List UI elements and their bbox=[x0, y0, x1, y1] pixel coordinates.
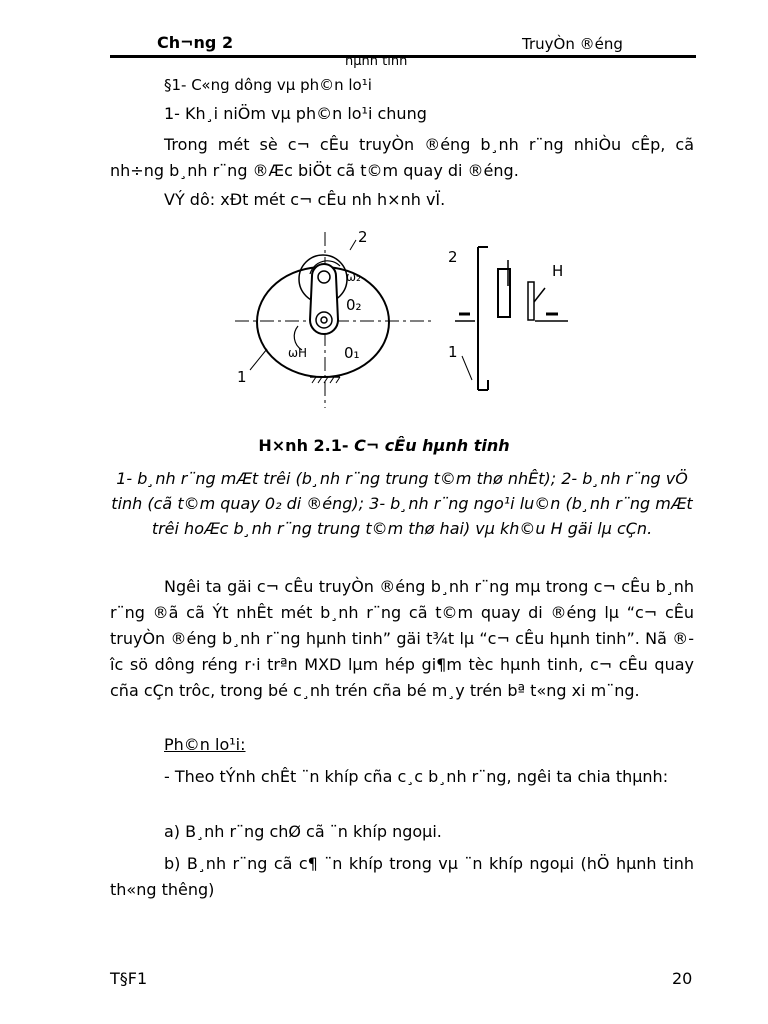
planetary-front-view bbox=[235, 232, 435, 408]
o1-label: 0₁ bbox=[344, 344, 360, 362]
paragraph-example: VÝ dô: xÐt mét c¬ cÊu nh h×nh vÏ. bbox=[164, 190, 446, 209]
list-item-a: a) B¸nh r¨ng chØ cã ¨n khíp ngoµi. bbox=[164, 822, 442, 841]
subsection-heading: 1- Kh¸i niÖm vµ ph©n lo¹i chung bbox=[164, 104, 427, 123]
paragraph-definition: Ngêi ta gäi c¬ cÊu truyÒn ®éng b¸nh r¨ng mµ trong c¬ cÊu b¸nh r¨ng ®ã cã Ýt nhÊt mét b¸nh r¨ng cã t©m quay di ®éng lµ “c¬ cÊu truyÒn ®éng b¸nh r¨ng hµnh tinh” gäi t¾t lµ “c¬ cÊu hµnh tinh”. Nã ®îc sö dông réng r·i trªn MXD lµm hép gi¶m tèc hµnh tinh, c¬ cÊu quay cña cÇn trôc, trong bé c¸nh trén cña bé m¸y trén bª t«ng xi m¨ng. bbox=[110, 577, 694, 700]
side-gear2-label: 2 bbox=[448, 248, 458, 266]
header-title-continued: hµnh tinh bbox=[345, 54, 408, 69]
classification-heading-text: Ph©n lo¹i: bbox=[164, 735, 246, 754]
gear1-label: 1 bbox=[237, 368, 247, 386]
list-item-b: b) B¸nh r¨ng cã c¶ ¨n khíp trong vµ ¨n khíp ngoµi (hÖ hµnh tinh th«ng thêng) bbox=[110, 854, 694, 899]
caption-italic: C¬ cÊu hµnh tinh bbox=[354, 436, 510, 455]
gear2-label: 2 bbox=[358, 228, 368, 246]
side-gear1-label: 1 bbox=[448, 343, 458, 361]
omegaH-label: ωH bbox=[288, 346, 308, 360]
figure-caption-title bbox=[0, 436, 768, 455]
page-number: 20 bbox=[672, 969, 693, 988]
chapter-label: Ch¬ng 2 bbox=[157, 33, 234, 52]
section-heading: §1- C«ng dông vµ ph©n lo¹i bbox=[164, 76, 372, 94]
footer-left: T§F1 bbox=[110, 969, 148, 988]
omega2-label: ω₂ bbox=[346, 270, 361, 284]
carrier-h-label: H bbox=[552, 262, 564, 280]
paragraph-classification: - Theo tÝnh chÊt ¨n khíp cña c¸c b¸nh r¨ng, ngêi ta chia thµnh: bbox=[164, 767, 669, 786]
figure-caption-body: 1- b¸nh r¨ng mÆt trêi (b¸nh r¨ng trung t©m thø nhÊt); 2- b¸nh r¨ng vÖ tinh (cã t©m quay 0₂ di ®éng); 3- b¸nh r¨ng ngo¹i lu©n (b¸nh r¨ng mÆt trêi hoÆc b¸nh r¨ng trung t©m thø hai) vµ kh©u H gäi lµ cÇn. bbox=[111, 469, 693, 538]
o2-label: 0₂ bbox=[346, 296, 362, 314]
planetary-gear-figure bbox=[230, 222, 580, 412]
caption-prefix: H×nh 2.1- bbox=[258, 436, 355, 455]
classification-heading bbox=[164, 735, 246, 754]
paragraph-intro: Trong mét sè c¬ cÊu truyÒn ®éng b¸nh r¨ng nhiÒu cÊp, cã nh÷ng b¸nh r¨ng ®Æc biÖt cã t©m quay di ®éng. bbox=[110, 135, 694, 180]
header-title: TruyÒn ®éng bbox=[522, 35, 623, 53]
